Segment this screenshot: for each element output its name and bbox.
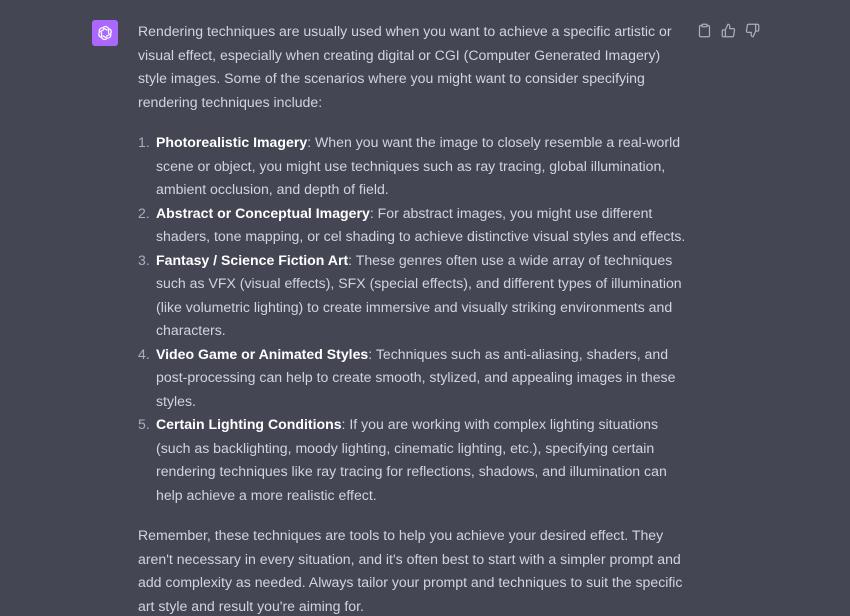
- openai-logo-icon: [96, 24, 114, 42]
- list-number: 3.: [138, 251, 150, 268]
- list-number: 2.: [138, 204, 150, 221]
- list-item-text: : When you want the image to closely resemble a real-world scene or object, you might use techniques such as ray tracing, global illumination, ambient occlusion, and depth of field.: [156, 134, 681, 197]
- list-item: [138, 343, 690, 414]
- thumbs-down-icon: [745, 23, 760, 38]
- list-item-title: Abstract or Conceptual Imagery: [156, 204, 370, 221]
- list-item-text: : For abstract images, you might use different shaders, tone mapping, or cel shading to achieve distinctive visual styles and effects.: [156, 204, 686, 244]
- thumbs-down-button[interactable]: [742, 20, 762, 40]
- list-item: [138, 202, 690, 249]
- list-number: 1.: [138, 134, 150, 150]
- technique-list: [138, 131, 690, 507]
- list-item-title: Certain Lighting Conditions: [156, 416, 342, 432]
- message-actions: [694, 20, 762, 40]
- message-intro: Rendering techniques are usually used when you want to achieve a specific artistic or visual effect, especially when creating digital or CGI (Computer Generated Imagery) style images. Some of the scenarios where you might want to consider specifying rendering techniques include:: [138, 23, 672, 110]
- thumbs-up-button[interactable]: [718, 20, 738, 40]
- list-item-text: : If you are working with complex lighting situations (such as backlighting, moody lighting, cinematic lighting, etc.), specifying certain rendering techniques like ray tracing for reflections, shadows, and illumination can help achieve a more realistic effect.: [156, 416, 667, 503]
- list-item: [138, 131, 690, 202]
- list-number: 4.: [138, 345, 150, 362]
- list-item-title: Photorealistic Imagery: [156, 134, 308, 150]
- message-content: [138, 20, 690, 616]
- thumbs-up-icon: [721, 23, 736, 38]
- list-item: [138, 413, 690, 507]
- list-item-text: : These genres often use a wide array of techniques such as VFX (visual effects), SFX (special effects), and different types of illumination (like volumetric lighting) to create immersive and visually striking environments and characters.: [156, 251, 682, 338]
- assistant-avatar: [92, 20, 118, 46]
- copy-button[interactable]: [694, 20, 714, 40]
- list-item-title: Fantasy / Science Fiction Art: [156, 251, 349, 268]
- list-item: [138, 249, 690, 343]
- list-item-title: Video Game or Animated Styles: [156, 345, 369, 362]
- list-item-text: : Techniques such as anti-aliasing, shaders, and post-processing can help to create smooth, stylized, and appealing images in these styles.: [156, 345, 676, 409]
- list-number: 5.: [138, 416, 150, 432]
- message-outro: Remember, these techniques are tools to help you achieve your desired effect. They aren't necessary in every situation, and it's often best to start with a simpler prompt and add complexity as needed. Always tailor your prompt and techniques to suit the specific art style and result you're aiming for.: [138, 527, 683, 614]
- clipboard-icon: [697, 23, 712, 38]
